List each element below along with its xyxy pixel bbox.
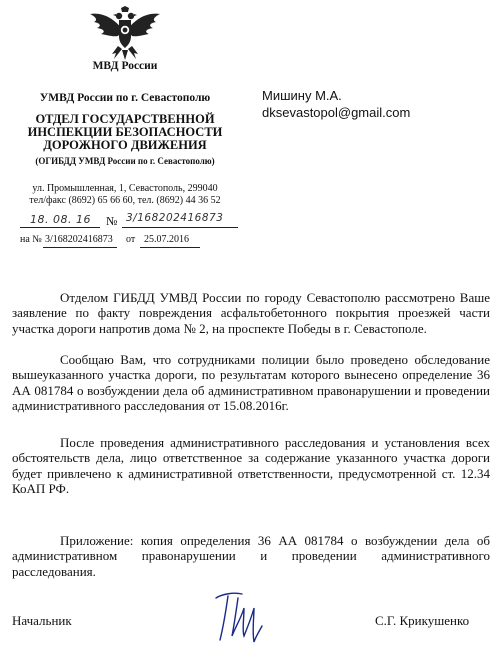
body-paragraph-1: Отделом ГИБДД УМВД России по городу Севастополю рассмотрено Ваше заявление по факту повреждения асфальтобетонного покрытия проезжей части участка дороги напротив дома № 2, на проспекте Победы в г. Севастополе. <box>12 290 490 336</box>
handwritten-signature-icon <box>208 586 268 648</box>
recipient-email: dksevastopol@gmail.com <box>262 105 411 120</box>
ref-prefix: на № <box>20 234 42 245</box>
department-phones: тел/факс (8692) 65 66 60, тел. (8692) 44 36 52 <box>29 195 221 206</box>
umvd-name: УМВД России по г. Севастополю <box>39 92 211 104</box>
attachment-paragraph: Приложение: копия определения 36 АА 081784 о возбуждении дела об административном правонарушении и проведении административного расследования. <box>12 533 490 579</box>
recipient-name: Мишину М.А. <box>262 88 342 103</box>
body-paragraph-2: Сообщаю Вам, что сотрудниками полиции было проведено обследование вышеуказанного участка дороги, по результатам которого вынесено определение 36 АА 081784 о возбуждении дела об административном правонарушении и проведении административного расследования от 15.08.2016г. <box>12 352 490 414</box>
ref-date: 25.07.2016 <box>144 234 189 245</box>
outgoing-date: 18. 08. 16 <box>30 213 91 226</box>
outgoing-date-line <box>20 227 100 228</box>
ref-number: 3/168202416873 <box>45 234 113 245</box>
signatory-name: С.Г. Крикушенко <box>375 613 470 628</box>
department-short-name: (ОГИБДД УМВД России по г. Севастополю) <box>35 156 215 166</box>
signatory-title: Начальник <box>12 613 72 628</box>
recipient-block <box>262 87 410 121</box>
body-paragraph-3: После проведения административного расследования и установления всех обстоятельств дела, лицо ответственное за содержание указанного участка дороги будет привлечено к административной ответственности, предусмотренной ст. 12.34 КоАП РФ. <box>12 435 490 497</box>
ref-number-line <box>43 247 117 248</box>
number-sign: № <box>106 214 118 228</box>
mvd-emblem-icon <box>88 6 162 62</box>
outgoing-number-line <box>122 227 238 228</box>
department-name: ОТДЕЛ ГОСУДАРСТВЕННОЙ ИНСПЕКЦИИ БЕЗОПАСНОСТИ ДОРОЖНОГО ДВИЖЕНИЯ <box>27 112 223 152</box>
ref-date-line <box>140 247 200 248</box>
ministry-name: МВД России <box>92 60 158 72</box>
outgoing-number: 3/168202416873 <box>126 212 224 224</box>
department-address: ул. Промышленная, 1, Севастополь, 299040 <box>32 183 218 194</box>
ref-from: от <box>126 234 136 245</box>
